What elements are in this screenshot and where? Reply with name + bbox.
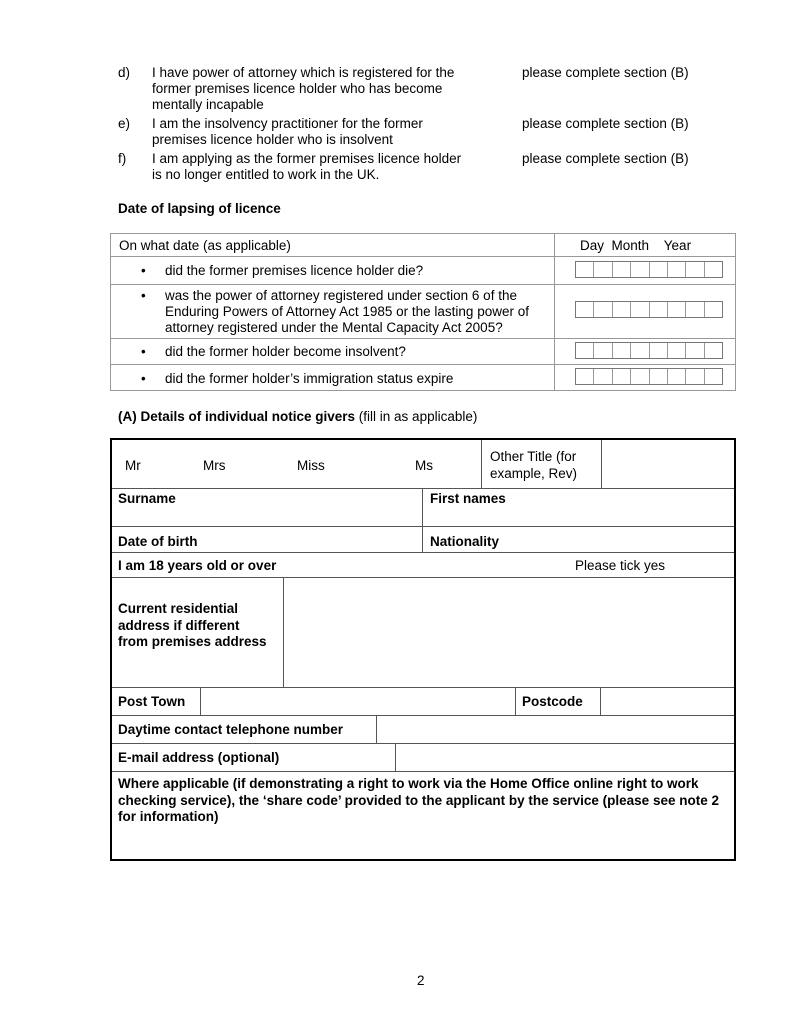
email-input[interactable] xyxy=(397,745,732,769)
age-check-label: I am 18 years old or over xyxy=(118,558,277,573)
surname-label: Surname xyxy=(118,491,176,506)
option-text: I am applying as the former premises licence holder is no longer entitled to work in the UK. xyxy=(152,151,462,182)
dob-label: Date of birth xyxy=(118,534,198,549)
notice-giver-form xyxy=(110,438,736,861)
details-heading-note: (fill in as applicable) xyxy=(355,409,478,424)
title-mr[interactable]: Mr xyxy=(125,458,141,473)
page-number: 2 xyxy=(417,973,425,988)
date-input-die[interactable] xyxy=(575,261,723,278)
option-letter: f) xyxy=(118,151,127,166)
date-table-question-header: On what date (as applicable) xyxy=(119,238,291,253)
address-input[interactable] xyxy=(285,579,732,685)
bullet-icon: • xyxy=(141,371,146,386)
postcode-label: Postcode xyxy=(522,694,583,709)
phone-label: Daytime contact telephone number xyxy=(118,722,344,737)
date-input-attorney[interactable] xyxy=(575,301,723,318)
other-title-input[interactable] xyxy=(603,442,732,486)
title-ms[interactable]: Ms xyxy=(415,458,433,473)
postcode-input[interactable] xyxy=(602,689,732,713)
title-miss[interactable]: Miss xyxy=(297,458,325,473)
post-town-label: Post Town xyxy=(118,694,186,709)
details-heading xyxy=(118,409,477,424)
date-row-text: did the former premises licence holder die? xyxy=(165,263,424,278)
bullet-icon: • xyxy=(141,288,146,303)
date-row-text: did the former holder become insolvent? xyxy=(165,344,406,359)
option-letter: e) xyxy=(118,116,131,131)
date-table-date-header: Day Month Year xyxy=(580,238,692,253)
option-action: please complete section (B) xyxy=(522,116,689,131)
option-d xyxy=(118,65,738,115)
date-row-text: did the former holder’s immigration status expire xyxy=(165,371,454,386)
date-input-insolvent[interactable] xyxy=(575,342,723,359)
option-e xyxy=(118,116,738,150)
bullet-icon: • xyxy=(141,263,146,278)
date-row-text: was the power of attorney registered under section 6 of the Enduring Powers of Attorney Act 1985 or the lasting power of attorney registered under the Mental Capacity Act 2005? xyxy=(165,288,529,335)
first-names-label: First names xyxy=(430,491,506,506)
phone-input[interactable] xyxy=(378,717,732,741)
email-label: E-mail address (optional) xyxy=(118,750,280,765)
date-section-heading: Date of lapsing of licence xyxy=(118,201,281,216)
details-heading-bold: (A) Details of individual notice givers xyxy=(118,409,356,424)
option-action: please complete section (B) xyxy=(522,151,689,166)
option-f xyxy=(118,151,738,185)
option-action: please complete section (B) xyxy=(522,65,689,80)
option-text: I am the insolvency practitioner for the former premises licence holder who is insolvent xyxy=(152,116,423,147)
tick-yes-label[interactable]: Please tick yes xyxy=(575,558,666,573)
other-title-label: Other Title (for example, Rev) xyxy=(490,449,578,481)
bullet-icon: • xyxy=(141,344,146,359)
date-input-immigration[interactable] xyxy=(575,368,723,385)
option-text: I have power of attorney which is registered for the former premises licence holder who has become mentally incapable xyxy=(152,65,455,112)
date-table xyxy=(110,233,736,391)
share-code-label: Where applicable (if demonstrating a right to work via the Home Office online right to work checking service), the ‘share code’ provided to the applicant by the service (please see note 2 for information) xyxy=(118,776,719,824)
post-town-input[interactable] xyxy=(202,689,513,713)
option-letter: d) xyxy=(118,65,131,80)
address-label: Current residential address if different from premises address xyxy=(118,601,267,649)
nationality-label: Nationality xyxy=(430,534,500,549)
title-mrs[interactable]: Mrs xyxy=(203,458,226,473)
